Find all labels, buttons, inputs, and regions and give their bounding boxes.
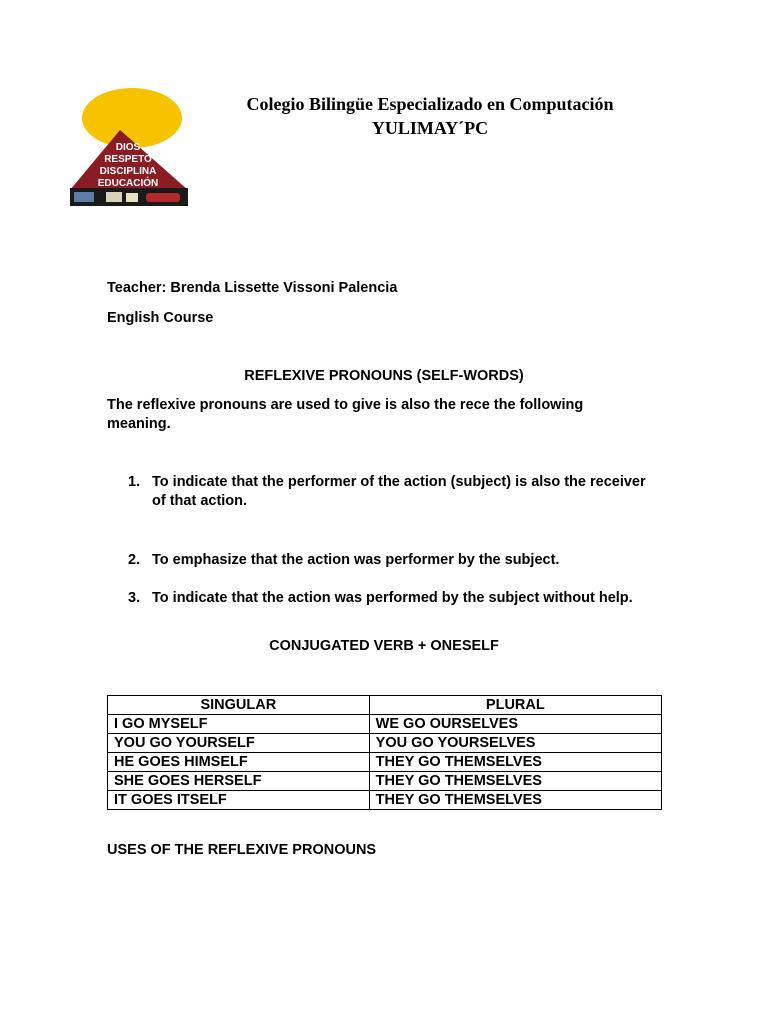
conjugation-title: CONJUGATED VERB + ONESELF bbox=[269, 638, 499, 654]
list-item-number: 1. bbox=[128, 474, 141, 490]
pronouns-table bbox=[107, 695, 662, 810]
plural-cell: THEY GO THEMSELVES bbox=[369, 772, 661, 791]
logo-band-item-car bbox=[146, 193, 180, 202]
logo-band-item-monitor bbox=[74, 192, 94, 202]
logo-band-item-book bbox=[106, 192, 122, 202]
school-short-name: YULIMAY´PC bbox=[371, 118, 489, 138]
list-item-number: 2. bbox=[128, 552, 141, 568]
logo-word-4: EDUCACIÓN bbox=[97, 178, 159, 189]
logo-word-1: DIOS bbox=[115, 142, 141, 153]
table-row bbox=[108, 791, 662, 810]
uses-heading: USES OF THE REFLEXIVE PRONOUNS bbox=[107, 842, 377, 858]
plural-cell: WE GO OURSELVES bbox=[369, 715, 661, 734]
logo-sun bbox=[82, 88, 182, 148]
table-row bbox=[108, 753, 662, 772]
singular-cell: I GO MYSELF bbox=[108, 715, 370, 734]
list-item bbox=[128, 473, 648, 511]
logo-word-3: DISCIPLINA bbox=[99, 166, 157, 177]
logo-word-2: RESPETO bbox=[104, 154, 152, 165]
plural-cell: YOU GO YOURSELVES bbox=[369, 734, 661, 753]
list-item bbox=[128, 551, 648, 570]
table-row bbox=[108, 715, 662, 734]
singular-cell: IT GOES ITSELF bbox=[108, 791, 370, 810]
school-name: Colegio Bilingüe Especializado en Computación bbox=[246, 94, 614, 114]
intro-paragraph: The reflexive pronouns are used to give is also the rece the following meaning. bbox=[107, 397, 584, 432]
section-title: REFLEXIVE PRONOUNS (SELF-WORDS) bbox=[244, 368, 524, 384]
singular-cell: YOU GO YOURSELF bbox=[108, 734, 370, 753]
list-item-text: To indicate that the performer of the action (subject) is also the receiver of that action. bbox=[152, 474, 646, 509]
logo-band-item-paper bbox=[126, 193, 138, 202]
table-header-row bbox=[108, 696, 662, 715]
school-header bbox=[200, 92, 660, 140]
table-row bbox=[108, 772, 662, 791]
table-row bbox=[108, 734, 662, 753]
school-logo-graphic bbox=[68, 88, 190, 208]
singular-cell: SHE GOES HERSELF bbox=[108, 772, 370, 791]
plural-cell: THEY GO THEMSELVES bbox=[369, 753, 661, 772]
school-logo bbox=[68, 88, 190, 208]
singular-cell: HE GOES HIMSELF bbox=[108, 753, 370, 772]
list-item-text: To indicate that the action was performed by the subject without help. bbox=[152, 590, 633, 606]
header-plural: PLURAL bbox=[369, 696, 661, 715]
list-item bbox=[128, 589, 648, 608]
course-line: English Course bbox=[107, 310, 214, 326]
header-singular: SINGULAR bbox=[108, 696, 370, 715]
list-item-text: To emphasize that the action was performer by the subject. bbox=[152, 552, 560, 568]
list-item-number: 3. bbox=[128, 590, 141, 606]
teacher-line: Teacher: Brenda Lissette Vissoni Palencia bbox=[107, 280, 398, 296]
plural-cell: THEY GO THEMSELVES bbox=[369, 791, 661, 810]
